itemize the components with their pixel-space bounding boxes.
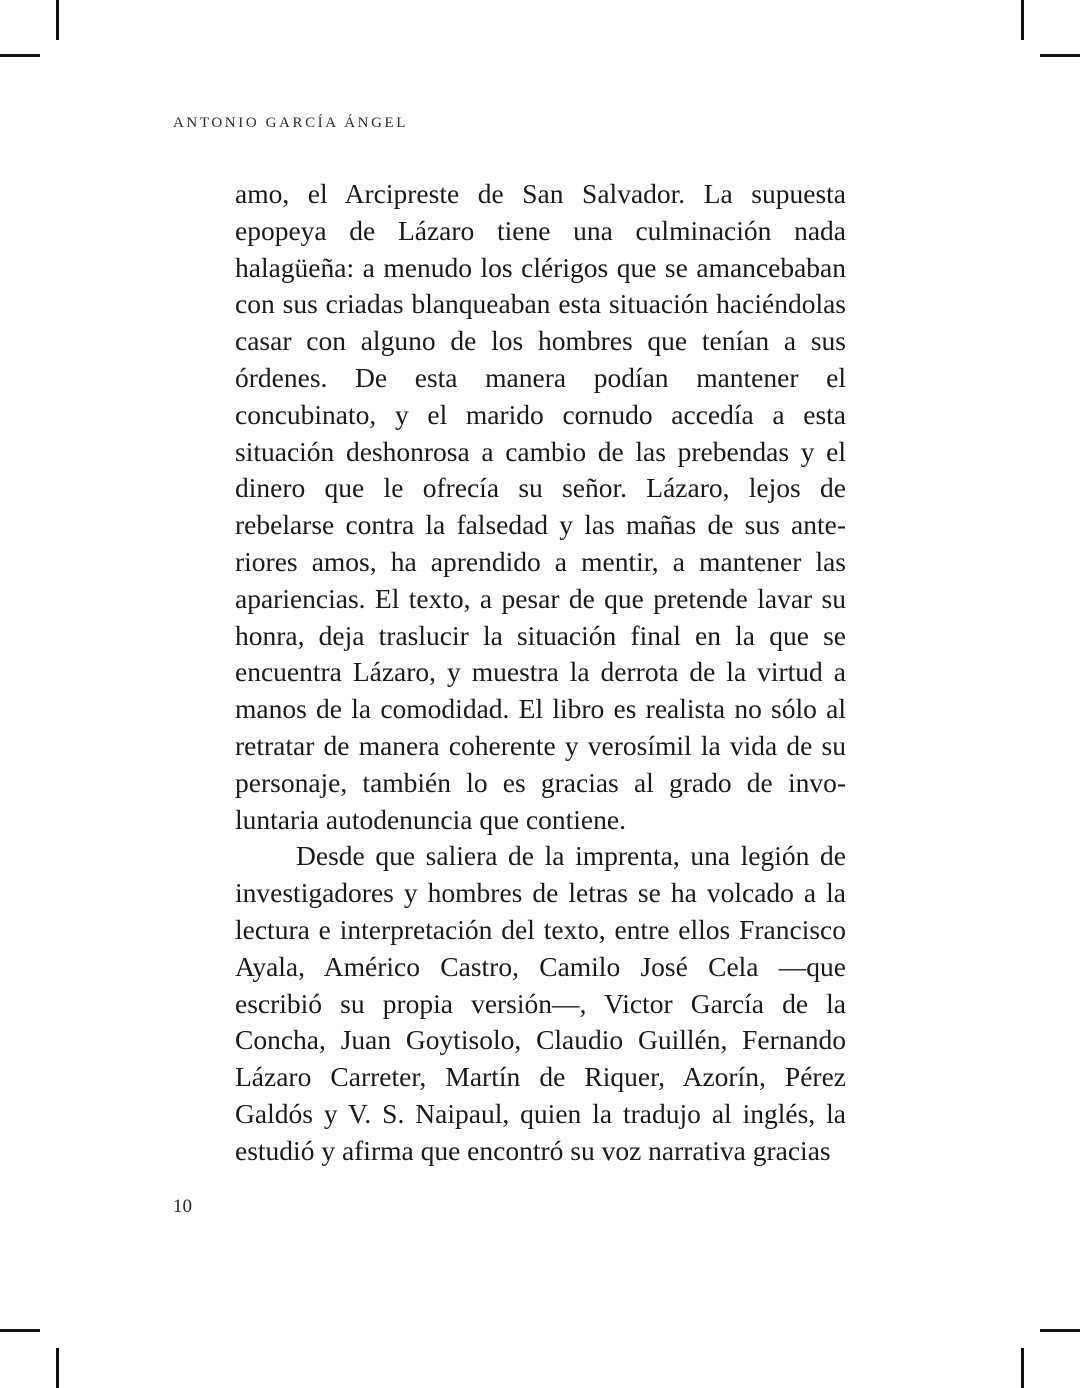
crop-mark-top-left-horizontal [0, 54, 40, 57]
crop-mark-bottom-left-horizontal [0, 1329, 40, 1332]
crop-mark-bottom-right-vertical [1021, 1348, 1024, 1388]
page-number: 10 [173, 1196, 192, 1217]
paragraph: Desde que saliera de la imprenta, una legión de investigadores y hombres de letras se ha volcado a la lectura e interpretación del texto, entre ellos Francisco Ayala, Américo Castro, Camilo José Cela —que escribió su propia versión—, Victor García de la Concha, Juan Goytisolo, Claudio Guillén, Fernando Lázaro Carreter, Martín de Riquer, Azorín, Pérez Galdós y V. S. Naipaul, quien la tradujo al inglés, la estudió y afirma que encontró su voz narrativa gracias [235, 840, 846, 1166]
paragraph: amo, el Arcipreste de San Salvador. La supuesta epopeya de Lázaro tiene una culminación nada halagüeña: a menudo los clérigos que se amancebaban con sus criadas blanqueaban esta situación haciéndolas casar con alguno de los hombres que tenían a sus órdenes. De esta manera podían mantener el concubinato, y el marido cornudo accedía a esta situación deshonrosa a cambio de las prebendas y el dinero que le ofrecía su señor. Lázaro, lejos de rebelarse contra la falsedad y las mañas de sus anteriores amos, ha aprendido a mentir, a mantener las apariencias. El texto, a pesar de que pretende lavar su honra, deja traslucir la situación final en la que se encuentra Lázaro, y muestra la derrota de la virtud a manos de la comodidad. El libro es realista no sólo al retratar de manera coherente y verosímil la vida de su personaje, también lo es gracias al grado de involuntaria autodenuncia que contiene. [235, 178, 846, 835]
crop-mark-top-right-vertical [1021, 0, 1024, 40]
crop-mark-top-right-horizontal [1040, 54, 1080, 57]
running-head: ANTONIO GARCÍA ÁNGEL [173, 115, 409, 131]
body-text [235, 176, 846, 1170]
crop-mark-bottom-left-vertical [56, 1348, 59, 1388]
crop-mark-bottom-right-horizontal [1040, 1329, 1080, 1332]
crop-mark-top-left-vertical [56, 0, 59, 40]
